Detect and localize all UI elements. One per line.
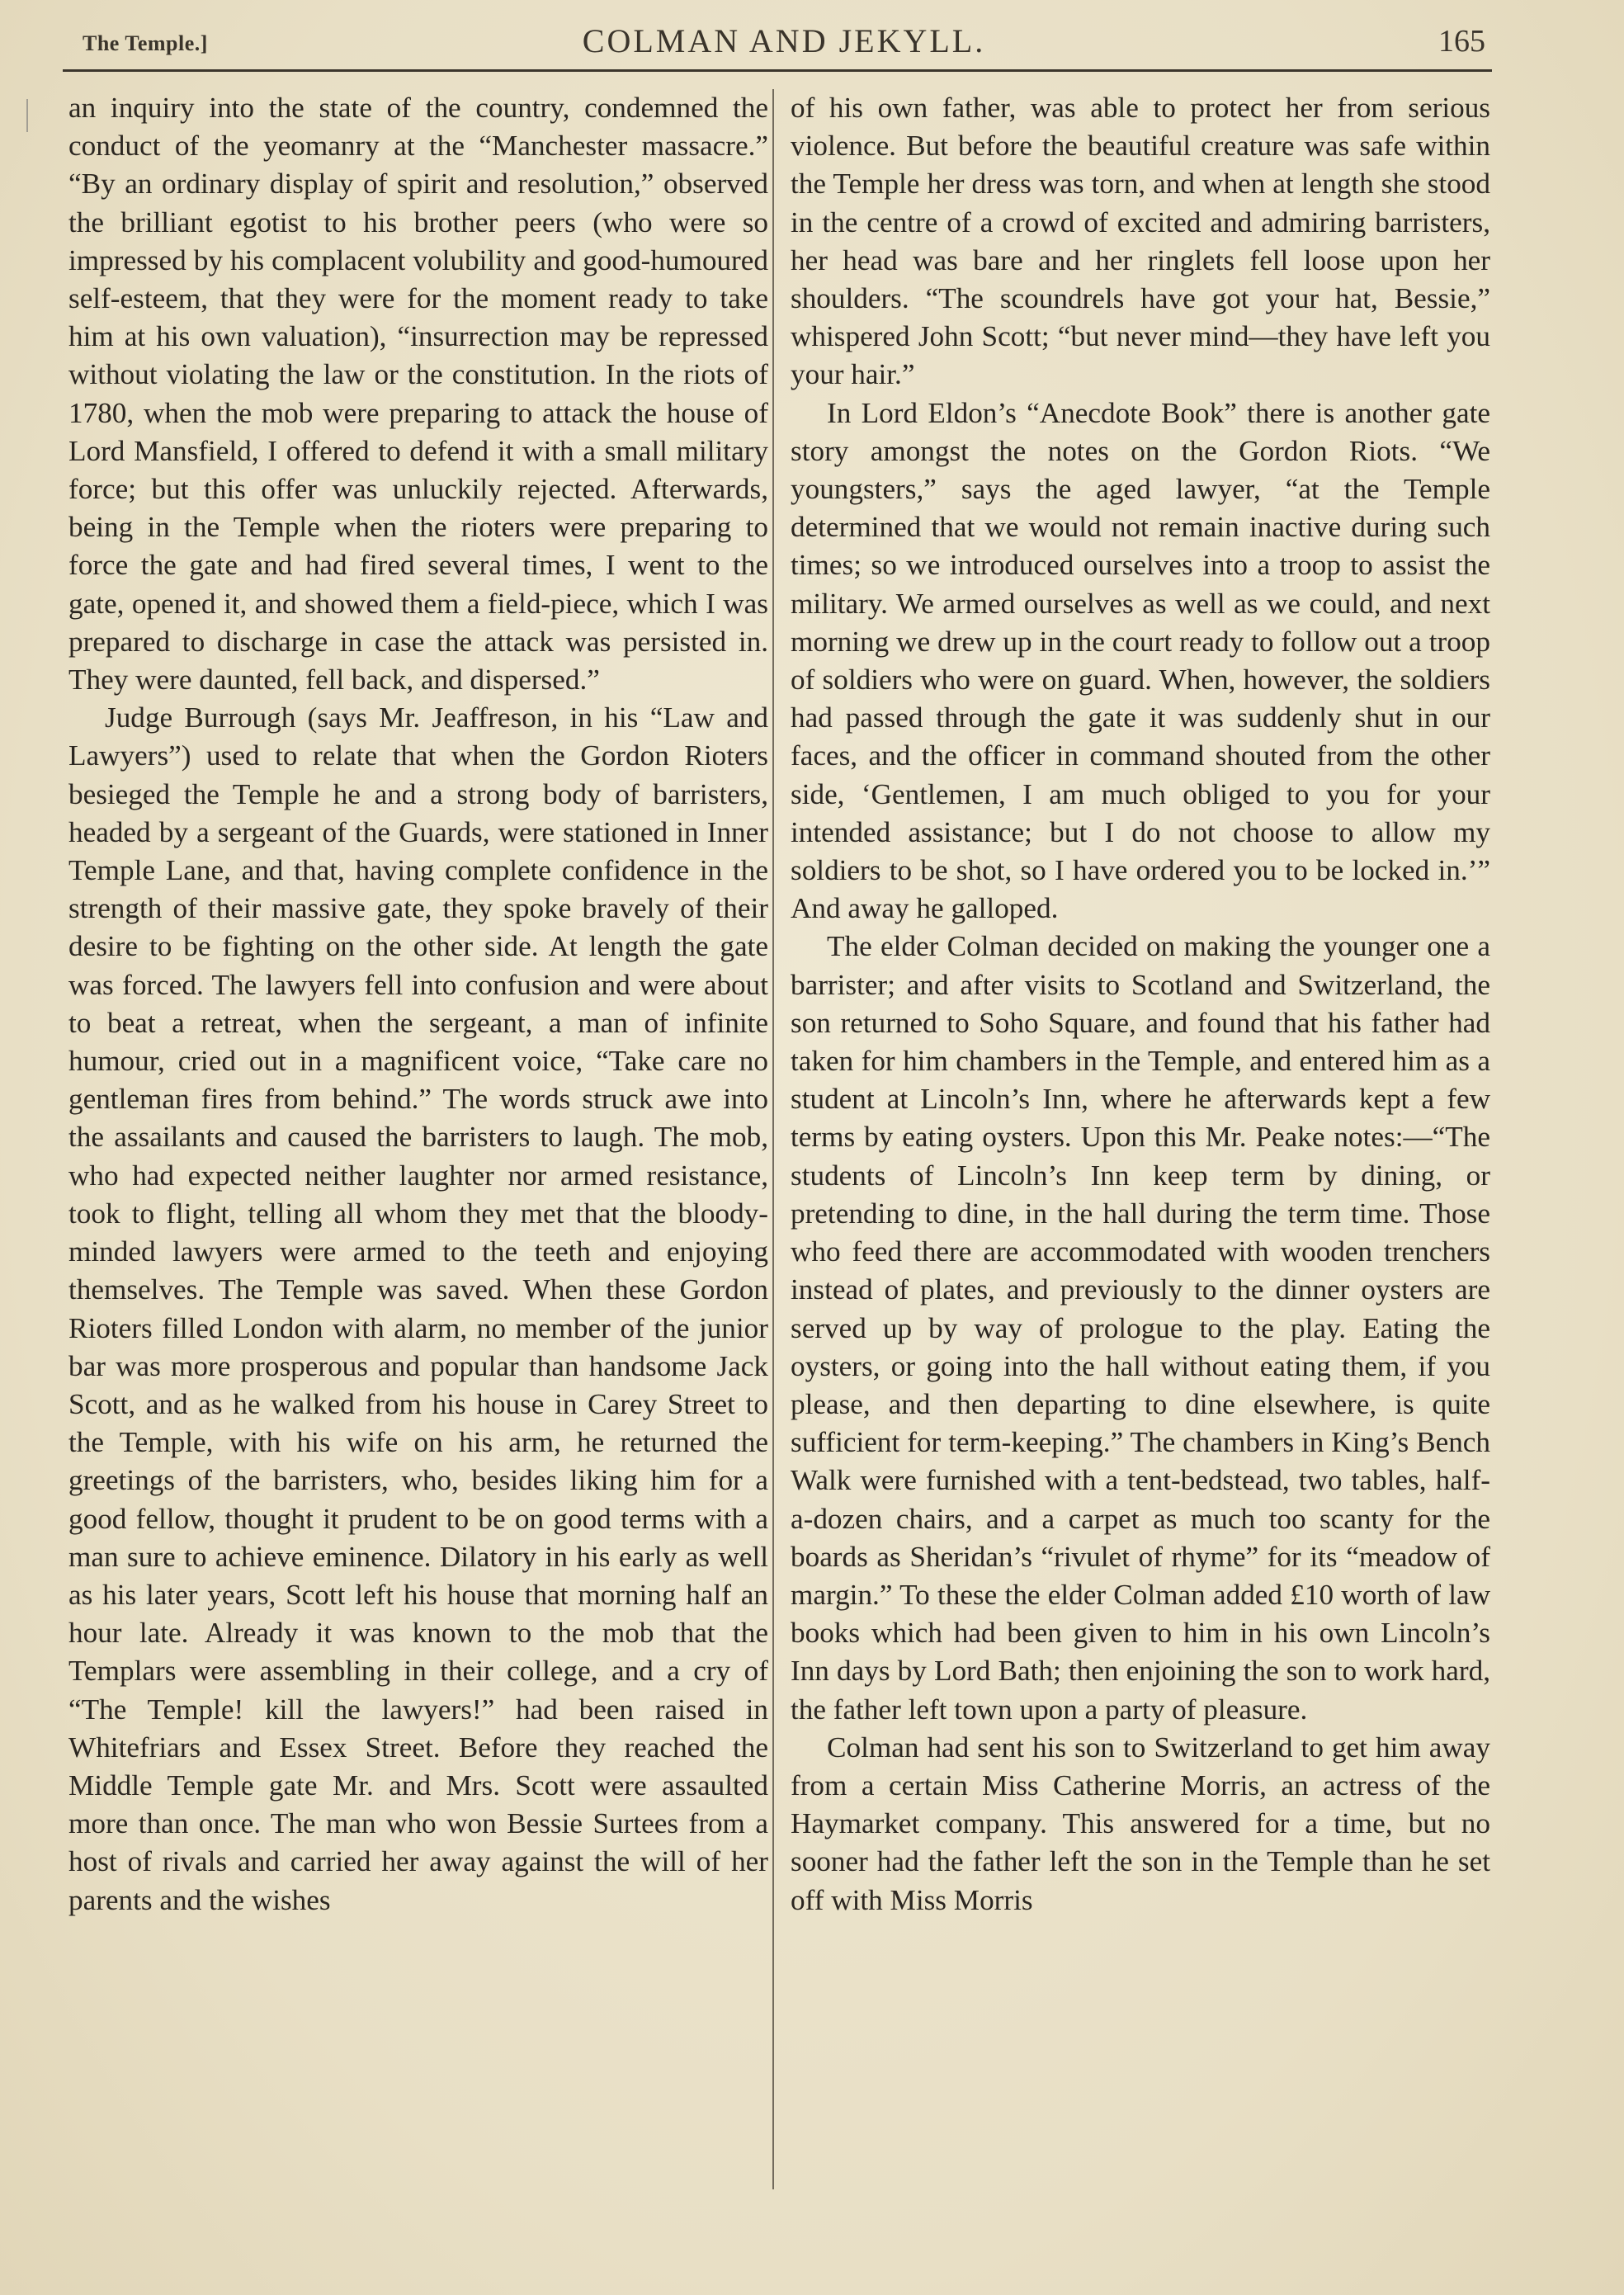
page-number: 165	[1438, 24, 1485, 59]
paragraph: Colman had sent his son to Switzerland to get him away from a certain Miss Catherine Morris, an actress of the Haymarket company. This answered for a time, but no sooner had the father left the son in the Temple than he set off with Miss Morris	[791, 1731, 1490, 1916]
right-column	[791, 89, 1490, 1920]
paragraph: an inquiry into the state of the country, condemned the conduct of the yeomanry at the “Manchester massacre.” “By an ordinary display of spirit and resolution,” observed the brilliant egotist to his brother peers (who were so impressed by his complacent volubility and good-humoured self-esteem, that they were for the moment ready to take him at his own valuation), “insurrection may be repressed without violating the law or the constitution. In the riots of 1780, when the mob were preparing to attack the house of Lord Mansfield, I offered to defend it with a small military force; but this offer was unluckily rejected. Afterwards, being in the Temple when the rioters were preparing to force the gate and had fired several times, I went to the gate, opened it, and showed them a field-piece, which I was prepared to discharge in case the attack was persisted in. They were daunted, fell back, and dispersed.”	[68, 92, 768, 697]
paragraph: The elder Colman decided on making the younger one a barrister; and after visits to Scotland and Switzerland, the son returned to Soho Square, and found that his father had taken for him chambers in the Temple, and entered him as a student at Lincoln’s Inn, where he afterwards kept a few terms by eating oysters. Upon this Mr. Peake notes:—“The students of Lincoln’s Inn keep term by dining, or pretending to dine, in the hall during the term time. Those who feed there are accommodated with wooden trenchers instead of plates, and previously to the dinner oysters are served up by way of prologue to the play. Eating the oysters, or going into the hall without eating them, if you please, and then departing to dine elsewhere, is quite sufficient for term-keeping.” The chambers in King’s Bench Walk were furnished with a tent-bedstead, two tables, half-a-dozen chairs, and a carpet as much too scanty for the boards as Sheridan’s “rivulet of rhyme” for its “meadow of margin.” To these the elder Colman added £10 worth of law books which had been given to him in his own Lincoln’s Inn days by Lord Bath; then enjoining the son to work hard, the father left town upon a party of pleasure.	[791, 930, 1490, 1726]
margin-pencil-mark	[26, 99, 28, 132]
left-column	[68, 89, 768, 1920]
running-head-title: COLMAN AND JEKYLL.	[582, 22, 986, 59]
paragraph: of his own father, was able to protect her from serious violence. But before the beautiful creature was safe within the Temple her dress was torn, and when at length she stood in the centre of a crowd of excited and admiring barristers, her head was bare and her ringlets fell loose upon her shoulders. “The scoundrels have got your hat, Bessie,” whispered John Scott; “but never mind—they have left you your hair.”	[791, 92, 1490, 391]
header-rule	[63, 69, 1492, 72]
running-head-section: The Temple.]	[83, 31, 208, 55]
column-divider	[772, 89, 774, 2189]
paragraph: In Lord Eldon’s “Anecdote Book” there is another gate story amongst the notes on the Gordon Riots. “We youngsters,” says the aged lawyer, “at the Temple determined that we would not remain inactive during such times; so we introduced ourselves into a troop to assist the military. We armed ourselves as well as we could, and next morning we drew up in the court ready to follow out a troop of soldiers who were on guard. When, however, the soldiers had passed through the gate it was suddenly shut in our faces, and the officer in command shouted from the other side, ‘Gentlemen, I am much obliged to you for your intended assistance; but I do not choose to allow my soldiers to be shot, so I have ordered you to be locked in.’” And away he galloped.	[791, 396, 1490, 925]
paragraph: Judge Burrough (says Mr. Jeaffreson, in his “Law and Lawyers”) used to relate that when the Gordon Rioters besieged the Temple he and a strong body of barristers, headed by a sergeant of the Guards, were stationed in Inner Temple Lane, and that, having complete confidence in the strength of their massive gate, they spoke bravely of their desire to be fighting on the other side. At length the gate was forced. The lawyers fell into confusion and were about to beat a retreat, when the sergeant, a man of infinite humour, cried out in a magnificent voice, “Take care no gentleman fires from behind.” The words struck awe into the assailants and caused the barristers to laugh. The mob, who had expected neither laughter nor armed resistance, took to flight, telling all whom they met that the bloody-minded lawyers were armed to the teeth and enjoying themselves. The Temple was saved. When these Gordon Rioters filled London with alarm, no member of the junior bar was more prosperous and popular than handsome Jack Scott, and as he walked from his house in Carey Street to the Temple, with his wife on his arm, he returned the greetings of the barristers, who, besides liking him for a good fellow, thought it prudent to be on good terms with a man sure to achieve eminence. Dilatory in his early as well as his later years, Scott left his house that morning half an hour late. Already it was known to the mob that the Templars were assembling in their college, and a cry of “The Temple! kill the lawyers!” had been raised in Whitefriars and Essex Street. Before they reached the Middle Temple gate Mr. and Mrs. Scott were assaulted more than once. The man who won Bessie Surtees from a host of rivals and carried her away against the will of her parents and the wishes	[68, 701, 768, 1916]
